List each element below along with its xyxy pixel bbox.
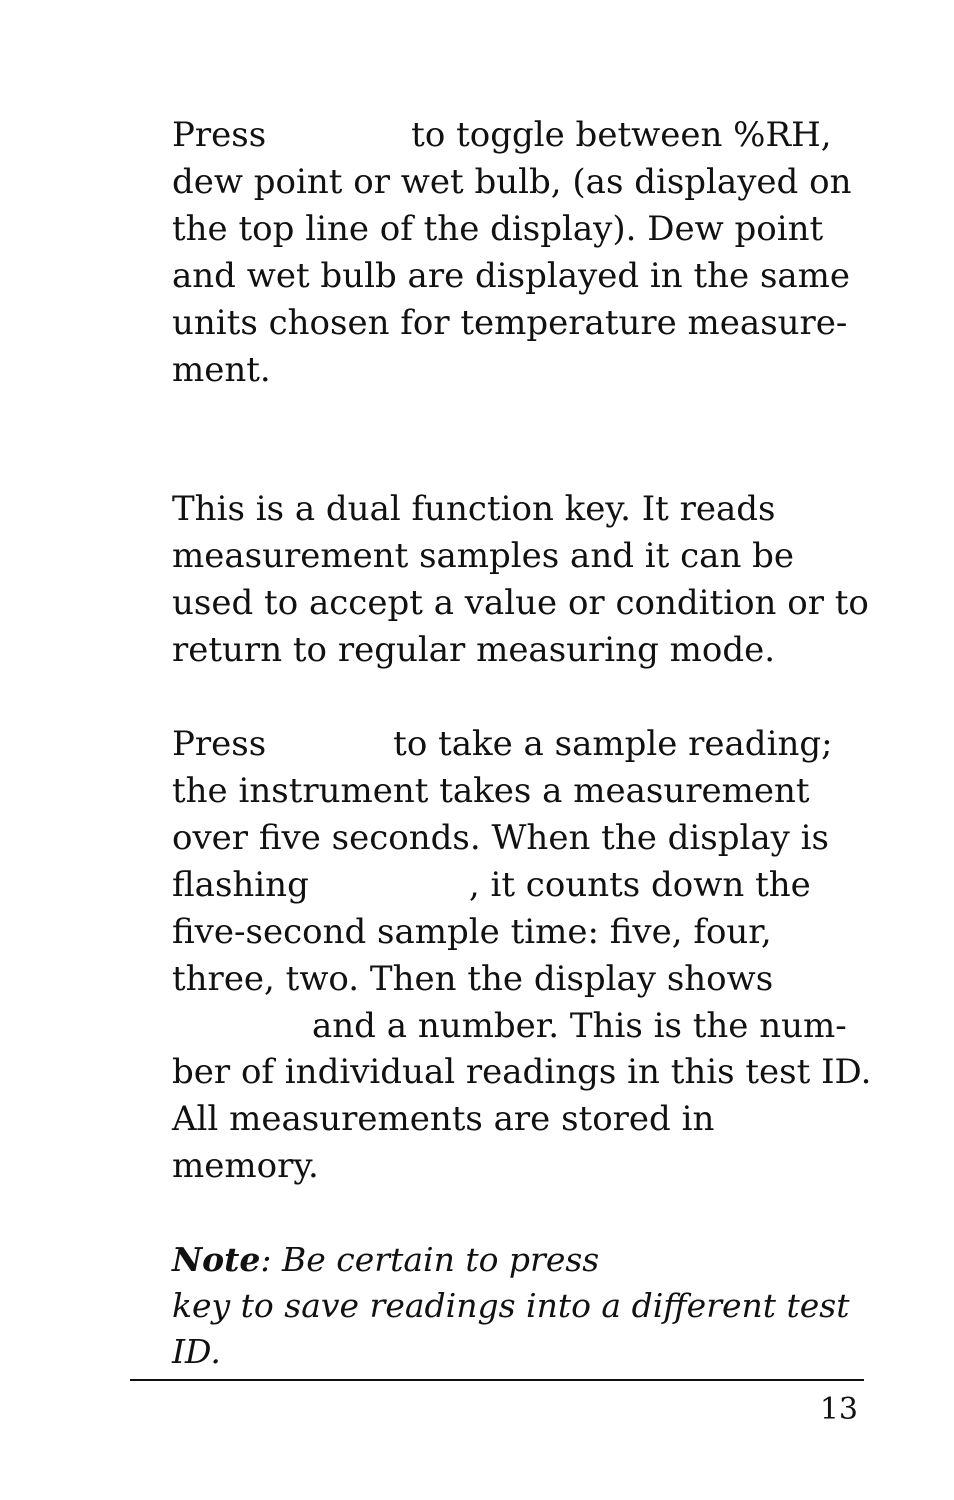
page-content (172, 112, 872, 1375)
paragraph3-press: Press (172, 724, 267, 765)
note-label: Note (172, 1240, 261, 1280)
note-text-a: : Be certain to press (260, 1240, 600, 1280)
footer-divider (130, 1379, 864, 1381)
note-paragraph (172, 1237, 872, 1375)
paragraph3-text-c: and a number. This is the num-ber of individual readings in this test ID. All measurements are stored in memory. (172, 1005, 872, 1187)
paragraph1-press: Press (172, 115, 267, 155)
paragraph1-text: to toggle between %RH, dew point or wet bulb, (as displayed on the top line of the display). Dew point and wet bulb are displayed in the same units chosen for temperature measure-ment. (172, 115, 852, 390)
note-text-b: key to save readings into a different test ID. (172, 1286, 850, 1372)
paragraph2-text: This is a dual function key. It reads measurement samples and it can be used to accept a value or condition or to return to regular measuring mode. (172, 489, 869, 671)
paragraph-toggle-units (172, 112, 872, 393)
paragraph-sample-reading (172, 721, 872, 1190)
paragraph3-text-b: , it counts down the five-second sample time: five, four, three, two. Then the display shows (172, 864, 811, 999)
paragraph-dual-function-key (172, 486, 872, 674)
paragraph3-text-a: to take a sample reading; the instrument takes a measurement over five seconds. When the display is flashing (172, 724, 833, 905)
page-number: 13 (819, 1392, 858, 1427)
